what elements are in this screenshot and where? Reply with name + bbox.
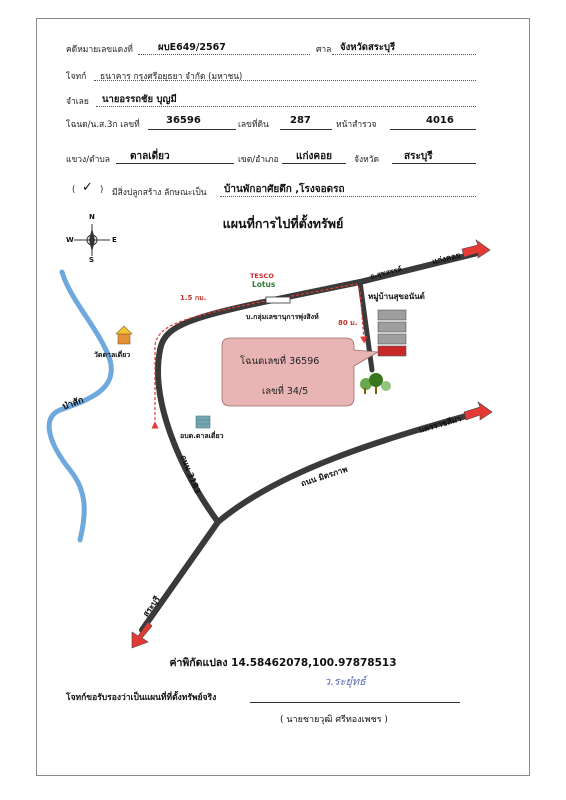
lab-building: [266, 297, 290, 303]
soi-suksan-label: ถ.สุขสรรค์: [369, 265, 403, 281]
land-label: เลขที่ดิน: [238, 120, 269, 130]
building-label: มีสิ่งปลูกสร้าง ลักษณะเป็น: [112, 188, 207, 198]
deed-label: โฉนด/น.ส.3ก เลขที่: [66, 120, 140, 130]
property-houses: [378, 310, 406, 356]
compass-e: E: [112, 236, 117, 244]
province-label: จังหวัด: [354, 155, 380, 165]
lab-label: บ.กลุ่มเลขานุการพุ่งสิงห์: [246, 313, 319, 321]
distance-15km: 1.5 กม.: [180, 294, 207, 302]
check-close: ): [100, 185, 104, 195]
saraburi-label: สระบุรี: [141, 594, 162, 619]
survey-label: หน้าสำรวจ: [336, 120, 377, 130]
check-mark-icon: ✓: [82, 180, 93, 195]
obt-label: อบต.ตาลเดี่ยว: [180, 432, 224, 440]
nakhon-label: นครราชสีมา: [417, 414, 463, 435]
temple-icon: [116, 326, 132, 344]
court-value: จังหวัดสระบุรี: [340, 42, 396, 53]
certify-statement: โจทก์ขอรับรองว่าเป็นแผนที่ที่ตั้งทรัพย์จริง: [66, 693, 217, 703]
deed-value: 36596: [166, 115, 201, 126]
compass-s: S: [89, 256, 95, 264]
compass-n: N: [89, 213, 95, 221]
village-label: หมู่บ้านสุขอนันต์: [368, 292, 425, 301]
court-label: ศาล: [316, 45, 332, 55]
defendant-value: นายอรรถชัย บุญมี: [102, 94, 177, 105]
arrow-nakhon-icon: [464, 402, 492, 420]
compass-icon: [74, 224, 110, 256]
check-open: (: [72, 185, 76, 195]
subdistrict-value: ตาลเดี่ยว: [130, 151, 170, 162]
obt-building-icon: [196, 416, 210, 428]
trees-icon: [360, 373, 391, 394]
survey-value: 4016: [426, 115, 454, 126]
signature: ว.ระยุ๋ทธ์: [324, 675, 366, 688]
plaintiff-label: โจทก์: [66, 72, 87, 82]
defendant-label: จำเลย: [66, 97, 89, 107]
building-value: บ้านพักอาศัยตึก ,โรงจอดรถ: [224, 184, 345, 195]
land-value: 287: [290, 115, 311, 126]
case-value: ผบE649/2567: [158, 42, 226, 53]
distance-80m: 80 ม.: [338, 319, 358, 327]
plaintiff-value: ธนาคาร กรุงศรีอยุธยา จำกัด (มหาชน): [100, 72, 243, 82]
lotus-logo: Lotus: [252, 280, 276, 289]
coordinates: ค่าพิกัดแปลง 14.58462078,100.97878513: [169, 657, 397, 669]
province-value: สระบุรี: [404, 151, 433, 162]
case-label: คดีหมายเลขแดงที่: [66, 45, 133, 55]
road-mittraphap-label: ถนน มิตรภาพ: [299, 464, 349, 489]
subdistrict-label: แขวง/ตำบล: [66, 155, 110, 165]
district-value: แก่งคอย: [296, 151, 332, 162]
tesco-logo: TESCO: [250, 272, 274, 280]
signer-name: ( นายชายวุฒิ ศรีทองเพชร ): [280, 715, 388, 725]
map-title: แผนที่การไปที่ตั้งทรัพย์: [222, 216, 344, 231]
callout-house-no: เลขที่ 34/5: [262, 386, 309, 397]
road-3183-label: ถนน 3183: [178, 453, 203, 496]
compass-w: W: [66, 236, 74, 244]
temple-label: วัดตาลเดี่ยว: [94, 351, 131, 359]
callout-deed: โฉนดเลขที่ 36596: [240, 356, 320, 367]
district-label: เขต/อำเภอ: [238, 155, 279, 165]
kaengkhoi-label: แก่งคอย: [431, 250, 462, 267]
pasak-label: ป่าสัก: [61, 395, 86, 413]
